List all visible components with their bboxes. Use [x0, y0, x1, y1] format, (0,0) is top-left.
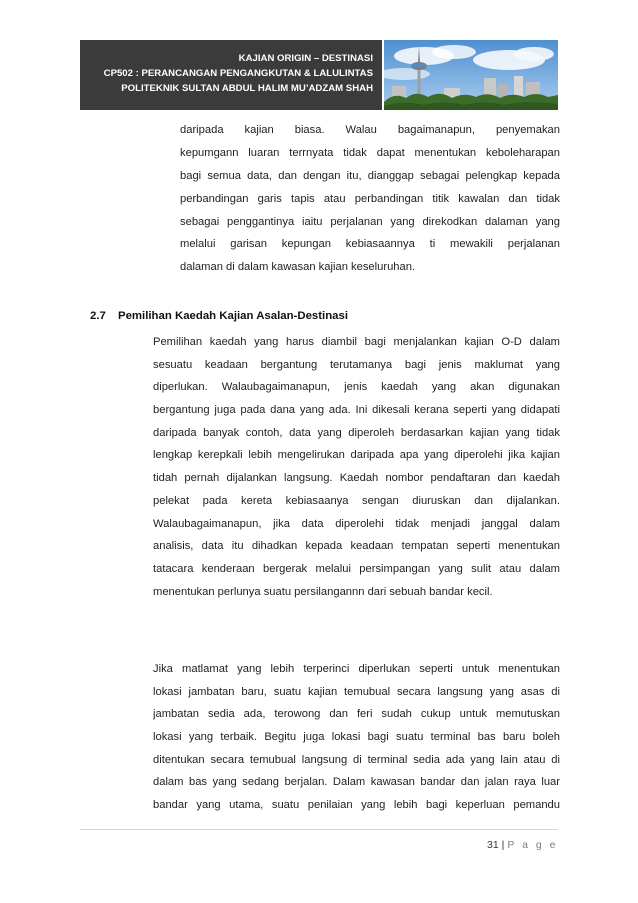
city-tower-photo	[384, 40, 558, 110]
text-line: Pemilihan kaedah yang harus diambil bagi menjalankan kajian O-D dalam	[153, 336, 560, 348]
text-line: analisis, data itu dihadkan kepada keadaan tempatan seperti menentukan	[153, 540, 560, 553]
paragraph-2	[153, 658, 560, 817]
text-line: diperlukan. Walaubagaimanapun, jenis kaedah yang akan digunakan	[153, 381, 560, 394]
text-line: daripada kajian biasa. Walau bagaimanapun, penyemakan	[180, 124, 560, 136]
text-line: tatacara kenderaan bergerak melalui persimpangan yang sulit atau dalam	[153, 562, 560, 575]
city-skyline-image	[384, 40, 558, 110]
footer-divider	[80, 829, 558, 830]
document-header	[80, 40, 382, 110]
section-title: Pemilihan Kaedah Kajian Asalan-Destinasi	[118, 310, 348, 322]
text-line: kepumgann luaran terrnyata tidak dapat menentukan keboleharapan	[180, 146, 560, 159]
text-line: melalui garisan kepungan kebiasaannya ti mewakili perjalanan	[180, 238, 560, 251]
text-line: sesuatu keadaan bergantung terutamanya bagi jenis maklumat yang	[153, 358, 560, 371]
page-footer	[487, 839, 558, 851]
text-line: dalam bas yang sedang berjalan. Dalam kawasan bandar dan jalan raya luar	[153, 776, 560, 789]
text-line: ditentukan secara temubual langsung di terminal sedia ada yang lain atau di	[153, 753, 560, 766]
text-line: Jika matlamat yang lebih terperinci diperlukan seperti untuk menentukan	[153, 663, 560, 675]
text-line: menentukan perlunya suatu persilangannn dari sebuah bandar kecil.	[153, 585, 493, 598]
text-line: lengkap kerepkali lebih mengelirukan daripada apa yang diperolehi jika kajian	[153, 449, 560, 462]
footer-separator: |	[501, 839, 505, 851]
text-line: bagi semua data, dan dengan itu, dianggap sebagai pelengkap kepada	[180, 169, 560, 182]
paragraph-1	[153, 331, 560, 603]
page-number: 31	[486, 839, 499, 851]
text-line: lokasi jambatan baru, suatu kajian temubual secara langsung yang asas di	[153, 685, 560, 698]
text-line: bergantung juga pada dana yang ada. Ini dikesali kerana seperti yang didapati	[153, 404, 560, 417]
text-line: daripada banyak contoh, data yang diperoleh berdasarkan kajian yang tidak	[153, 426, 560, 439]
section-heading	[90, 310, 348, 322]
text-line: jambatan sedia ada, terowong dan feri sudah cukup untuk memutuskan	[153, 708, 560, 721]
text-line: perbandingan garis tapis atau perbandingan titik kawalan dan tidak	[180, 192, 560, 205]
text-line: Walaubagaimanapun, jika data diperolehi tidak menjadi janggal dalam	[153, 517, 560, 530]
text-line: tidah pernah dijalankan langsung. Kaedah nombor pendaftaran dan kaedah	[153, 472, 560, 485]
text-line: pelekat pada kereta kebiasaanya sengan diuruskan dan dijalankan.	[153, 494, 560, 507]
text-line: dalaman di dalam kawasan kajian keseluruhan.	[180, 261, 416, 274]
section-number: 2.7	[90, 310, 106, 322]
text-line: bandar yang utama, suatu penilaian yang lebih bagi keperluan pemandu	[153, 799, 560, 812]
text-line: lokasi yang terbaik. Begitu juga lokasi bagi suatu terminal bas baru boleh	[153, 731, 560, 744]
continued-paragraph	[180, 119, 560, 279]
page-label: P a g e	[507, 839, 558, 851]
text-line: sebagai penggantinya iaitu perjalanan yang direkodkan dalaman yang	[180, 215, 560, 228]
header-institution: POLITEKNIK SULTAN ABDUL HALIM MU’ADZAM SHAH	[121, 83, 373, 94]
header-title: KAJIAN ORIGIN – DESTINASI	[238, 53, 373, 64]
header-course: CP502 : PERANCANGAN PENGANGKUTAN & LALULINTAS	[103, 68, 373, 79]
